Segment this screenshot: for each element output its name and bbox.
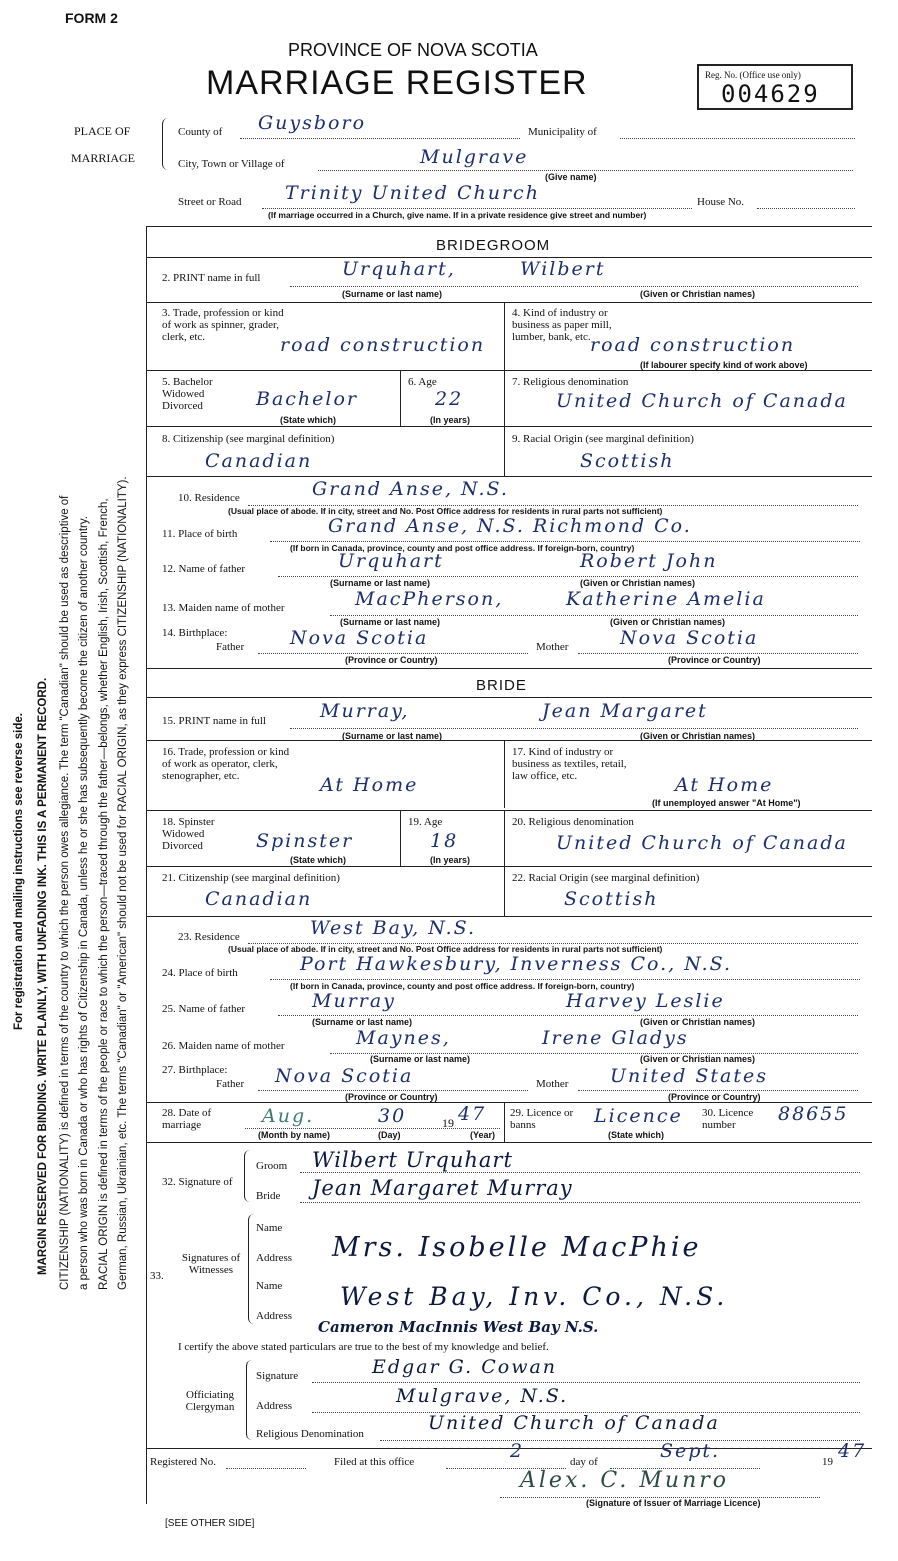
bride-residence-note: (Usual place of abode. If in city, street and No. Post Office address for residents in rural parts not sufficient): [228, 944, 663, 954]
licence-number: 88655: [778, 1103, 849, 1125]
groom-mother-bp-line: [578, 653, 858, 654]
margin-citizenship-def-2: a person who was born in Canada or who has rights of Citizenship in Canada, unless he or she has subsequently become the citizen of another country.: [78, 516, 90, 1290]
groom-sig-label: Groom: [256, 1160, 288, 1172]
province-title: PROVINCE OF NOVA SCOTIA: [288, 40, 538, 60]
groom-birthplace-line: [270, 541, 860, 542]
groom-given-note: (Given or Christian names): [640, 289, 756, 299]
bride-name-line: [290, 728, 858, 729]
marriage-date-label: 28. Date of marriage: [162, 1107, 212, 1131]
bride-mother-surname-note: (Surname or last name): [370, 1054, 471, 1064]
signature-of-label: 32. Signature of: [162, 1176, 233, 1188]
bride-rule-3: [147, 810, 872, 811]
give-name-note: (Give name): [545, 172, 597, 182]
registration-number-label: Reg. No. (Office use only): [705, 70, 801, 80]
bride-mother-label: 26. Maiden name of mother: [162, 1040, 285, 1052]
witness2-address-label: Address: [256, 1310, 293, 1322]
place-brace: [162, 118, 170, 170]
marriage-month: Aug.: [262, 1105, 315, 1127]
groom-racial: Scottish: [580, 450, 675, 472]
groom-rule-2: [147, 302, 872, 303]
bride-father-bp-line: [258, 1090, 528, 1091]
filed-month: Sept.: [660, 1440, 721, 1462]
street-label: Street or Road: [178, 196, 242, 208]
county-label: County of: [178, 126, 223, 138]
county-line: [240, 138, 520, 139]
filed-year-prefix: 19: [822, 1456, 833, 1468]
groom-name-line: [290, 286, 858, 287]
registration-number: 004629: [721, 80, 820, 108]
groom-age: 22: [435, 388, 464, 410]
marriage-date-line: [245, 1128, 500, 1129]
issuer-label: (Signature of Issuer of Marriage Licence): [586, 1498, 761, 1508]
county-value: Guysboro: [258, 112, 367, 134]
licence-note: (State which): [608, 1130, 665, 1140]
bride-mother-given-note: (Given or Christian names): [640, 1054, 756, 1064]
groom-name-label-text: 2. PRINT name in full: [162, 272, 261, 284]
licence-or-banns: Licence: [594, 1105, 683, 1127]
bride-mother-bp-label: Mother: [536, 1078, 569, 1090]
clergy-signature: Edgar G. Cowan: [372, 1356, 558, 1378]
marriage-year-prefix: 19: [442, 1116, 454, 1130]
bride-father-line: [278, 1015, 858, 1016]
groom-father-bp-note: (Province or Country): [345, 655, 438, 665]
bride-religion: United Church of Canada: [556, 832, 848, 854]
clergy-brace: [246, 1360, 254, 1440]
municipality-line: [620, 138, 855, 139]
groom-birthplace-label: 11. Place of birth: [162, 528, 238, 540]
clergy-denom-line: [380, 1440, 860, 1441]
groom-mother-birthplace: Nova Scotia: [620, 627, 759, 649]
bride-age-note: (In years): [430, 855, 471, 865]
groom-rule-1: [147, 257, 872, 258]
bride-trade: At Home: [320, 774, 419, 796]
place-label-2: MARRIAGE: [71, 151, 136, 165]
groom-industry-label: 4. Kind of industry or business as paper mill, lumber, bank, etc.: [512, 307, 612, 343]
groom-industry-note: (If labourer specify kind of work above): [640, 360, 808, 370]
bride-citizenship: Canadian: [205, 888, 313, 910]
bride-divider-21-22: [504, 866, 505, 916]
street-note: (If marriage occurred in a Church, give name. If in a private residence give street and number): [268, 210, 647, 220]
marriage-day: 30: [378, 1105, 407, 1127]
place-label-1: PLACE OF: [74, 124, 131, 138]
municipality-label: Municipality of: [528, 126, 597, 138]
groom-mother-given: Katherine Amelia: [566, 588, 766, 610]
bride-mother-bp-note: (Province or Country): [668, 1092, 761, 1102]
signature-brace: [244, 1150, 252, 1202]
groom-status-note: (State which): [280, 415, 337, 425]
groom-residence-label: 10. Residence: [178, 492, 240, 504]
groom-rule-4: [147, 426, 872, 427]
city-label: City, Town or Village of: [178, 158, 285, 170]
marriage-day-note: (Day): [378, 1130, 401, 1140]
groom-birthplace-note: (If born in Canada, province, county and post office address. If foreign-born, country): [290, 543, 635, 553]
margin-instructions: For registration and mailing instructions see reverse side.: [13, 713, 25, 1030]
bride-father-bp-note: (Province or Country): [345, 1092, 438, 1102]
groom-mother-bp-label: Mother: [536, 641, 569, 653]
bride-sig-line: [300, 1202, 860, 1203]
bride-father-surname: Murray: [312, 990, 396, 1012]
margin-citizenship-def-1: CITIZENSHIP (NATIONALITY) is defined in terms of the country to which the person owes allegiance. The term "Canadian" should be used as descriptive of: [59, 495, 71, 1290]
street-value: Trinity United Church: [285, 182, 540, 204]
house-no-line: [757, 208, 855, 209]
groom-age-label: 6. Age: [408, 376, 437, 388]
bride-mother-given: Irene Gladys: [542, 1027, 689, 1049]
groom-industry: road construction: [590, 334, 796, 356]
groom-name-label: [162, 272, 260, 284]
bride-birthplace-line: [270, 979, 860, 980]
city-value: Mulgrave: [420, 146, 529, 168]
bride-birthplace-label: 24. Place of birth: [162, 967, 238, 979]
filed-day: 2: [510, 1440, 525, 1462]
bride-residence-label: 23. Residence: [178, 931, 240, 943]
day-of-label: day of: [570, 1456, 598, 1468]
section-bridegroom: BRIDEGROOM: [436, 237, 551, 254]
clergy-address-label: Address: [256, 1400, 293, 1412]
groom-birthplace: Grand Anse, N.S. Richmond Co.: [328, 515, 692, 537]
groom-divider-5-6: [400, 370, 401, 426]
bride-divider-19-20: [504, 810, 505, 866]
groom-racial-label: 9. Racial Origin (see marginal definition): [512, 433, 694, 445]
issuer-signature: Alex. C. Munro: [520, 1468, 729, 1493]
clergy-address: Mulgrave, N.S.: [396, 1385, 569, 1407]
witness2-signature: Cameron MacInnis West Bay N.S.: [318, 1318, 599, 1336]
marriage-divider-28-29: [504, 1102, 505, 1142]
bride-age-label: 19. Age: [408, 816, 443, 828]
registered-no-line: [226, 1468, 306, 1469]
bride-mother-birthplace: United States: [610, 1065, 769, 1087]
bride-birthplace: Port Hawkesbury, Inverness Co., N.S.: [300, 953, 733, 975]
groom-father-label: 12. Name of father: [162, 563, 246, 575]
groom-father-surname-note: (Surname or last name): [330, 578, 431, 588]
bride-father-bp-label: Father: [216, 1078, 245, 1090]
margin-binding-note: MARGIN RESERVED FOR BINDING. WRITE PLAINLY, WITH UNFADING INK. THIS IS A PERMANENT RECORD.: [37, 677, 49, 1275]
bride-industry: At Home: [675, 774, 774, 796]
bride-citizenship-label: 21. Citizenship (see marginal definition): [162, 872, 340, 884]
witness-label: Signatures of Witnesses: [181, 1252, 241, 1276]
marriage-year-note: (Year): [470, 1130, 496, 1140]
witness-number: 33.: [150, 1270, 164, 1282]
bride-age: 18: [430, 830, 459, 852]
clergy-denomination: United Church of Canada: [428, 1412, 720, 1434]
bride-mother-bp-line: [578, 1090, 858, 1091]
witness1-address: West Bay, Inv. Co., N.S.: [340, 1282, 729, 1311]
bride-status-note: (State which): [290, 855, 347, 865]
groom-age-note: (In years): [430, 415, 471, 425]
see-other-side: [SEE OTHER SIDE]: [165, 1518, 255, 1529]
bride-residence: West Bay, N.S.: [310, 917, 477, 939]
bride-religion-label: 20. Religious denomination: [512, 816, 634, 828]
groom-divider-8-9: [504, 426, 505, 476]
bride-racial-label: 22. Racial Origin (see marginal definition): [512, 872, 700, 884]
groom-mother-surname-note: (Surname or last name): [340, 617, 441, 627]
groom-citizenship-label: 8. Citizenship (see marginal definition): [162, 433, 335, 445]
groom-mother-given-note: (Given or Christian names): [610, 617, 726, 627]
groom-father-given: Robert John: [580, 550, 718, 572]
groom-father-surname: Urquhart: [338, 550, 444, 572]
bride-surname: Murray,: [320, 700, 410, 722]
witness1-address-label: Address: [256, 1252, 293, 1264]
bride-rule-2: [147, 740, 872, 741]
groom-mother-surname: MacPherson,: [355, 588, 504, 610]
groom-status-label: 5. Bachelor Widowed Divorced: [162, 376, 213, 412]
bride-father-label: 25. Name of father: [162, 1003, 246, 1015]
bride-racial: Scottish: [564, 888, 659, 910]
bride-rule-4: [147, 866, 872, 867]
section-bride: BRIDE: [476, 677, 527, 694]
groom-citizenship: Canadian: [205, 450, 313, 472]
marriage-month-note: (Month by name): [258, 1130, 330, 1140]
groom-residence: Grand Anse, N.S.: [312, 478, 509, 500]
bride-father-birthplace: Nova Scotia: [275, 1065, 414, 1087]
marriage-rule-top: [147, 1102, 872, 1103]
licence-number-label: 30. Licence number: [702, 1107, 754, 1131]
groom-father-bp-line: [258, 653, 528, 654]
groom-father-birthplace: Nova Scotia: [290, 627, 429, 649]
city-line: [318, 170, 853, 171]
bride-rule-1: [147, 697, 872, 698]
clergy-signature-label: Signature: [256, 1370, 299, 1382]
bride-rule-5: [147, 916, 872, 917]
clergy-sig-line: [312, 1382, 860, 1383]
witness2-name-label: Name: [256, 1280, 283, 1292]
page-title: MARRIAGE REGISTER: [206, 64, 588, 102]
bride-industry-label: 17. Kind of industry or business as textiles, retail, law office, etc.: [512, 746, 627, 782]
witness1-signature: Mrs. Isobelle MacPhie: [332, 1232, 702, 1263]
registration-number-box: [697, 64, 853, 110]
clergy-label: Officiating Clergyman: [185, 1389, 235, 1413]
groom-mother-line: [330, 615, 858, 616]
bride-status-label: 18. Spinster Widowed Divorced: [162, 816, 215, 852]
groom-divider-3-4: [504, 302, 505, 370]
bride-father-given-note: (Given or Christian names): [640, 1017, 756, 1027]
bride-industry-note: (If unemployed answer "At Home"): [652, 798, 801, 808]
bride-sig-label: Bride: [256, 1190, 281, 1202]
street-line: [262, 208, 692, 209]
bride-divider-16-17: [504, 740, 505, 808]
form-number: FORM 2: [65, 10, 118, 26]
marriage-year: 47: [458, 1103, 487, 1125]
groom-religion-label: 7. Religious denomination: [512, 376, 629, 388]
witness1-name-label: Name: [256, 1222, 283, 1234]
house-no-label: House No.: [697, 196, 745, 208]
clergy-denomination-label: Religious Denomination: [256, 1428, 364, 1440]
groom-residence-note: (Usual place of abode. If in city, street and No. Post Office address for residents in rural parts not sufficient): [228, 506, 663, 516]
bride-father-given: Harvey Leslie: [566, 990, 725, 1012]
clergy-addr-line: [312, 1412, 860, 1413]
groom-divider-6-7: [504, 370, 505, 426]
groom-given: Wilbert: [520, 258, 606, 280]
bride-mother-surname: Maynes,: [356, 1027, 451, 1049]
bride-birthplace-note: (If born in Canada, province, county and post office address. If foreign-born, country): [290, 981, 635, 991]
bride-trade-label: 16. Trade, profession or kind of work as operator, clerk, stenographer, etc.: [162, 746, 290, 782]
bride-given-note: (Given or Christian names): [640, 731, 756, 741]
groom-father-line: [278, 576, 858, 577]
groom-mother-label: 13. Maiden name of mother: [162, 602, 285, 614]
groom-religion: United Church of Canada: [556, 390, 848, 412]
groom-status: Bachelor: [256, 388, 359, 410]
licence-label: 29. Licence or banns: [510, 1107, 574, 1131]
bride-rule-0: [147, 668, 872, 669]
groom-parents-birthplace-label: 14. Birthplace:: [162, 627, 228, 639]
certify-statement: I certify the above stated particulars are true to the best of my knowledge and belief.: [178, 1341, 549, 1353]
groom-rule-5: [147, 476, 872, 477]
groom-trade: road construction: [280, 334, 486, 356]
groom-mother-bp-note: (Province or Country): [668, 655, 761, 665]
bride-name-label: 15. PRINT name in full: [162, 715, 266, 727]
groom-surname: Urquhart,: [342, 258, 456, 280]
margin-racial-def-1: RACIAL ORIGIN is defined in terms of the people or race to which the person—traced through the father—belongs, whether English, Irish, Scottish, French,: [98, 498, 110, 1290]
witness-brace: [248, 1214, 256, 1324]
groom-signature: Wilbert Urquhart: [312, 1148, 513, 1172]
groom-father-given-note: (Given or Christian names): [580, 578, 696, 588]
bride-signature: Jean Margaret Murray: [312, 1176, 573, 1200]
bride-status: Spinster: [256, 830, 354, 852]
groom-rule-3: [147, 370, 872, 371]
bride-given: Jean Margaret: [542, 700, 708, 722]
bride-surname-note: (Surname or last name): [342, 731, 443, 741]
filed-year: 47: [838, 1440, 867, 1462]
margin-racial-def-2: German, Russian, Ukrainian, etc. The terms "Canadian" or "American" should not be used for RACIAL ORIGIN, as they express CITIZENSHIP (NATIONALITY).: [117, 476, 129, 1290]
bride-parents-birthplace-label: 27. Birthplace:: [162, 1064, 228, 1076]
registered-no-label: Registered No.: [150, 1456, 216, 1468]
groom-trade-label: 3. Trade, profession or kind of work as spinner, grader, clerk, etc.: [162, 307, 284, 343]
groom-surname-note: (Surname or last name): [342, 289, 443, 299]
filed-label: Filed at this office: [334, 1456, 415, 1468]
bride-divider-18-19: [400, 810, 401, 866]
marriage-rule-bottom: [147, 1142, 872, 1143]
groom-father-bp-label: Father: [216, 641, 245, 653]
bride-father-surname-note: (Surname or last name): [312, 1017, 413, 1027]
groom-sig-line: [300, 1172, 860, 1173]
